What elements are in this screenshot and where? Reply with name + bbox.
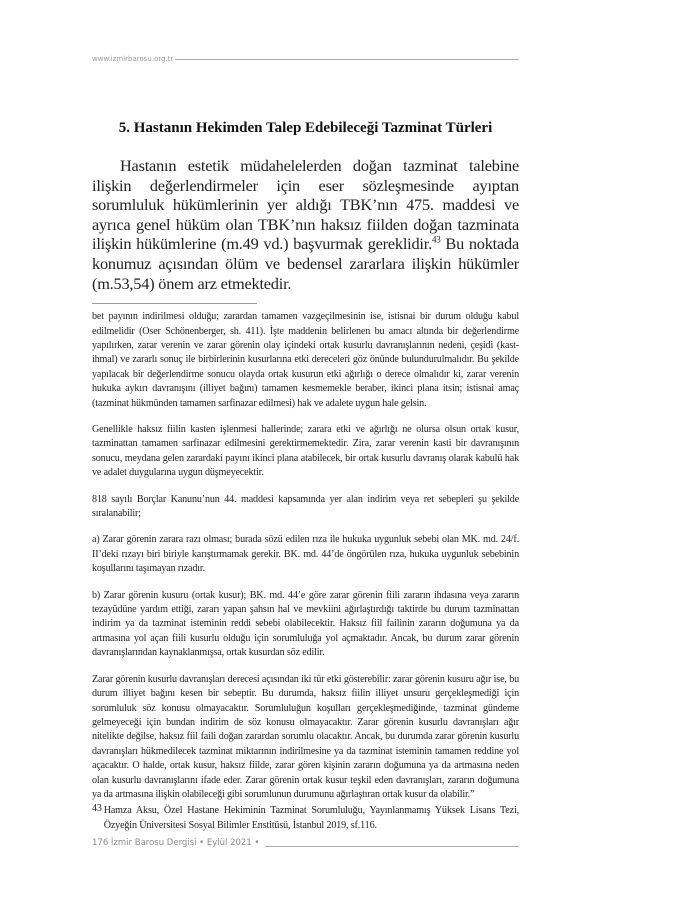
footnotes [92,310,519,833]
footnote-paragraph: Genellikle haksız fiilin kasten işlenmesi hallerinde; zarara etki ve ağırlığı ne olursa olsun ortak kusur, tazminattan tamamen sarfinazar edilmesini gerektirmemektedir. Zira, zarar verenin kasti bir davranışının sonucu, meydana gelen zarardaki payını ikinci plana atabilecek, bir ortak kusurlu davranış olarak kabulü hak ve adalet duygularına uygun düşmeyecektir. [92,424,519,479]
body-text-before: Hastanın estetik müdahelelerden doğan tazminat talebine ilişkin değerlendirmeler için eser sözleşmesinde ayıptan sorumluluk hükümlerinin yer aldığı TBK’nın 475. maddesi ve ayrıca genel hüküm olan TBK’nın haksız fiilden doğan tazminata ilişkin hükümlerine (m.49 vd.) başvurmak gereklidir. [92,156,519,254]
header-rule [175,59,519,60]
footer-text: 176 İzmir Barosu Dergisi • Eylül 2021 • [92,838,260,849]
page-footer [92,837,519,849]
page-header [92,54,519,64]
footnote-number: 43 [92,803,102,815]
body-paragraph [92,156,519,293]
footnote-separator [92,303,257,304]
header-url[interactable]: www.izmirbarosu.org.tr [92,55,174,63]
footnote-43 [92,804,519,833]
footnote-paragraph: Zarar görenin kusurlu davranışları derecesi açısından iki tür etki gösterebilir: zarar görenin kusuru ağır ise, bu durum illiyet bağını kesen bir sebeptir. Bu durumda, haksız fiilin illiyet unsuru gerçekleşmediği için sorumluluk söz konusu olmayacaktır. Sorumluluğun koşulları gerçekleşmediğinde, tazminat gündeme gelmeyeceği için bundan indirim de söz konusu olmayacaktır. Zarar görenin kusurlu davranışları ağır nitelikte değilse, haksız fiil faili doğan zarardan sorumlu olacaktır. Ancak, bu durumda zarar görenin kusurlu davranışları hükmedilecek tazminat miktarının indirilmesine ya da tazminat isteminin tamamen reddine yol açacaktır. O halde, ortak kusur, haksız fiilde, zarar gören kişinin zararın doğumuna ya da artmasına neden olan kusurlu davranışlarını ifade eder. Zarar görenin ortak kusur teşkil eden davranışları, zararın doğumuna ya da artmasına ilişkin olabileceği gibi sorumlunun durumunu ağırlaştıran ortak kusur da olabilir.” [92,673,519,800]
section-title: 5. Hastanın Hekimden Talep Edebileceği Tazminat Türleri [118,120,493,136]
footnote-paragraph: bet payının indirilmesi olduğu; zarardan tamamen vazgeçilmesinin ise, istisnai bir durum olduğu kabul edilmelidir (Oser Schönenberger, sh. 411). İşte maddenin belirlenen bu amacı altında bir değerlendirme yapılırken, zarar verenin ve zarar görenin olay içindeki ortak kusurlu davranışlarının nedeni, çeşidi (kast-ihmal) ve zararlı sonuç ile birbirlerinin kusurlarına etki dereceleri göz önünde bulundurulmalıdır. Bu şekilde yapılacak bir değerlendirme sonucu olayda ortak kusurun etki ağırlığı o derece olmalıdır ki, zarar verenin hukuka aykırı davranışını (illiyet bağını) tamamen kesmemekle beraber, ikinci plana itsin; istisnai amaç (tazminat hükmünden tamamen sarfinazar edilmesi) hak ve adalete uygun hale gelsin. [92,311,519,409]
footnote-ref-43[interactable]: 43 [431,234,441,245]
footer-rule [265,846,519,847]
footnote-paragraph: b) Zarar görenin kusuru (ortak kusur); BK. md. 44’e göre zarar görenin fiili zararın ihdasına veya zararın tezayüdüne yardım ettiği, zararı yapan şahsın hal ve mevkiini ağırlaştırdığı taktirde bu durum tazminattan indirim ya da tazminat isteminin reddi sebebi olabilecektir. Haksız fiil failinin zararın doğumuna ya da artmasına yol açan fiili kusurlu olduğu için sorumluluğa yol açmaktadır. Ancak, bu durum zarar görenin davranışlarından kaynaklanmışsa, ortak kusurdan söz edilir. [92,589,519,659]
body-text-after: Bu noktada konumuz açısından ölüm ve bedensel zararlara ilişkin hükümler (m.53,54) önem arz etmektedir. [92,234,519,293]
footnote-text: Hamza Aksu, Özel Hastane Hekiminin Tazminat Sorumluluğu, Yayınlanmamış Yüksek Lisans Tezi, Özyeğin Üniversitesi Sosyal Bilimler Enstitüsü, İstanbul 2019, sf.116. [103,805,519,831]
footnote-paragraph: a) Zarar görenin zarara razı olması; burada sözü edilen rıza ile hukuka uygunluk sebebi olan MK. md. 24/f. II’deki rızayı biri biriyle karıştırmamak gerekir. BK. md. 44’de öngörülen rıza, hukuka uygunluk sebebinin koşullarını taşımayan rızadır. [92,534,519,575]
footnote-paragraph: 818 sayılı Borçlar Kanunu’nun 44. maddesi kapsamında yer alan indirim veya ret sebepleri şu şekilde sıralanabilir; [92,493,519,520]
